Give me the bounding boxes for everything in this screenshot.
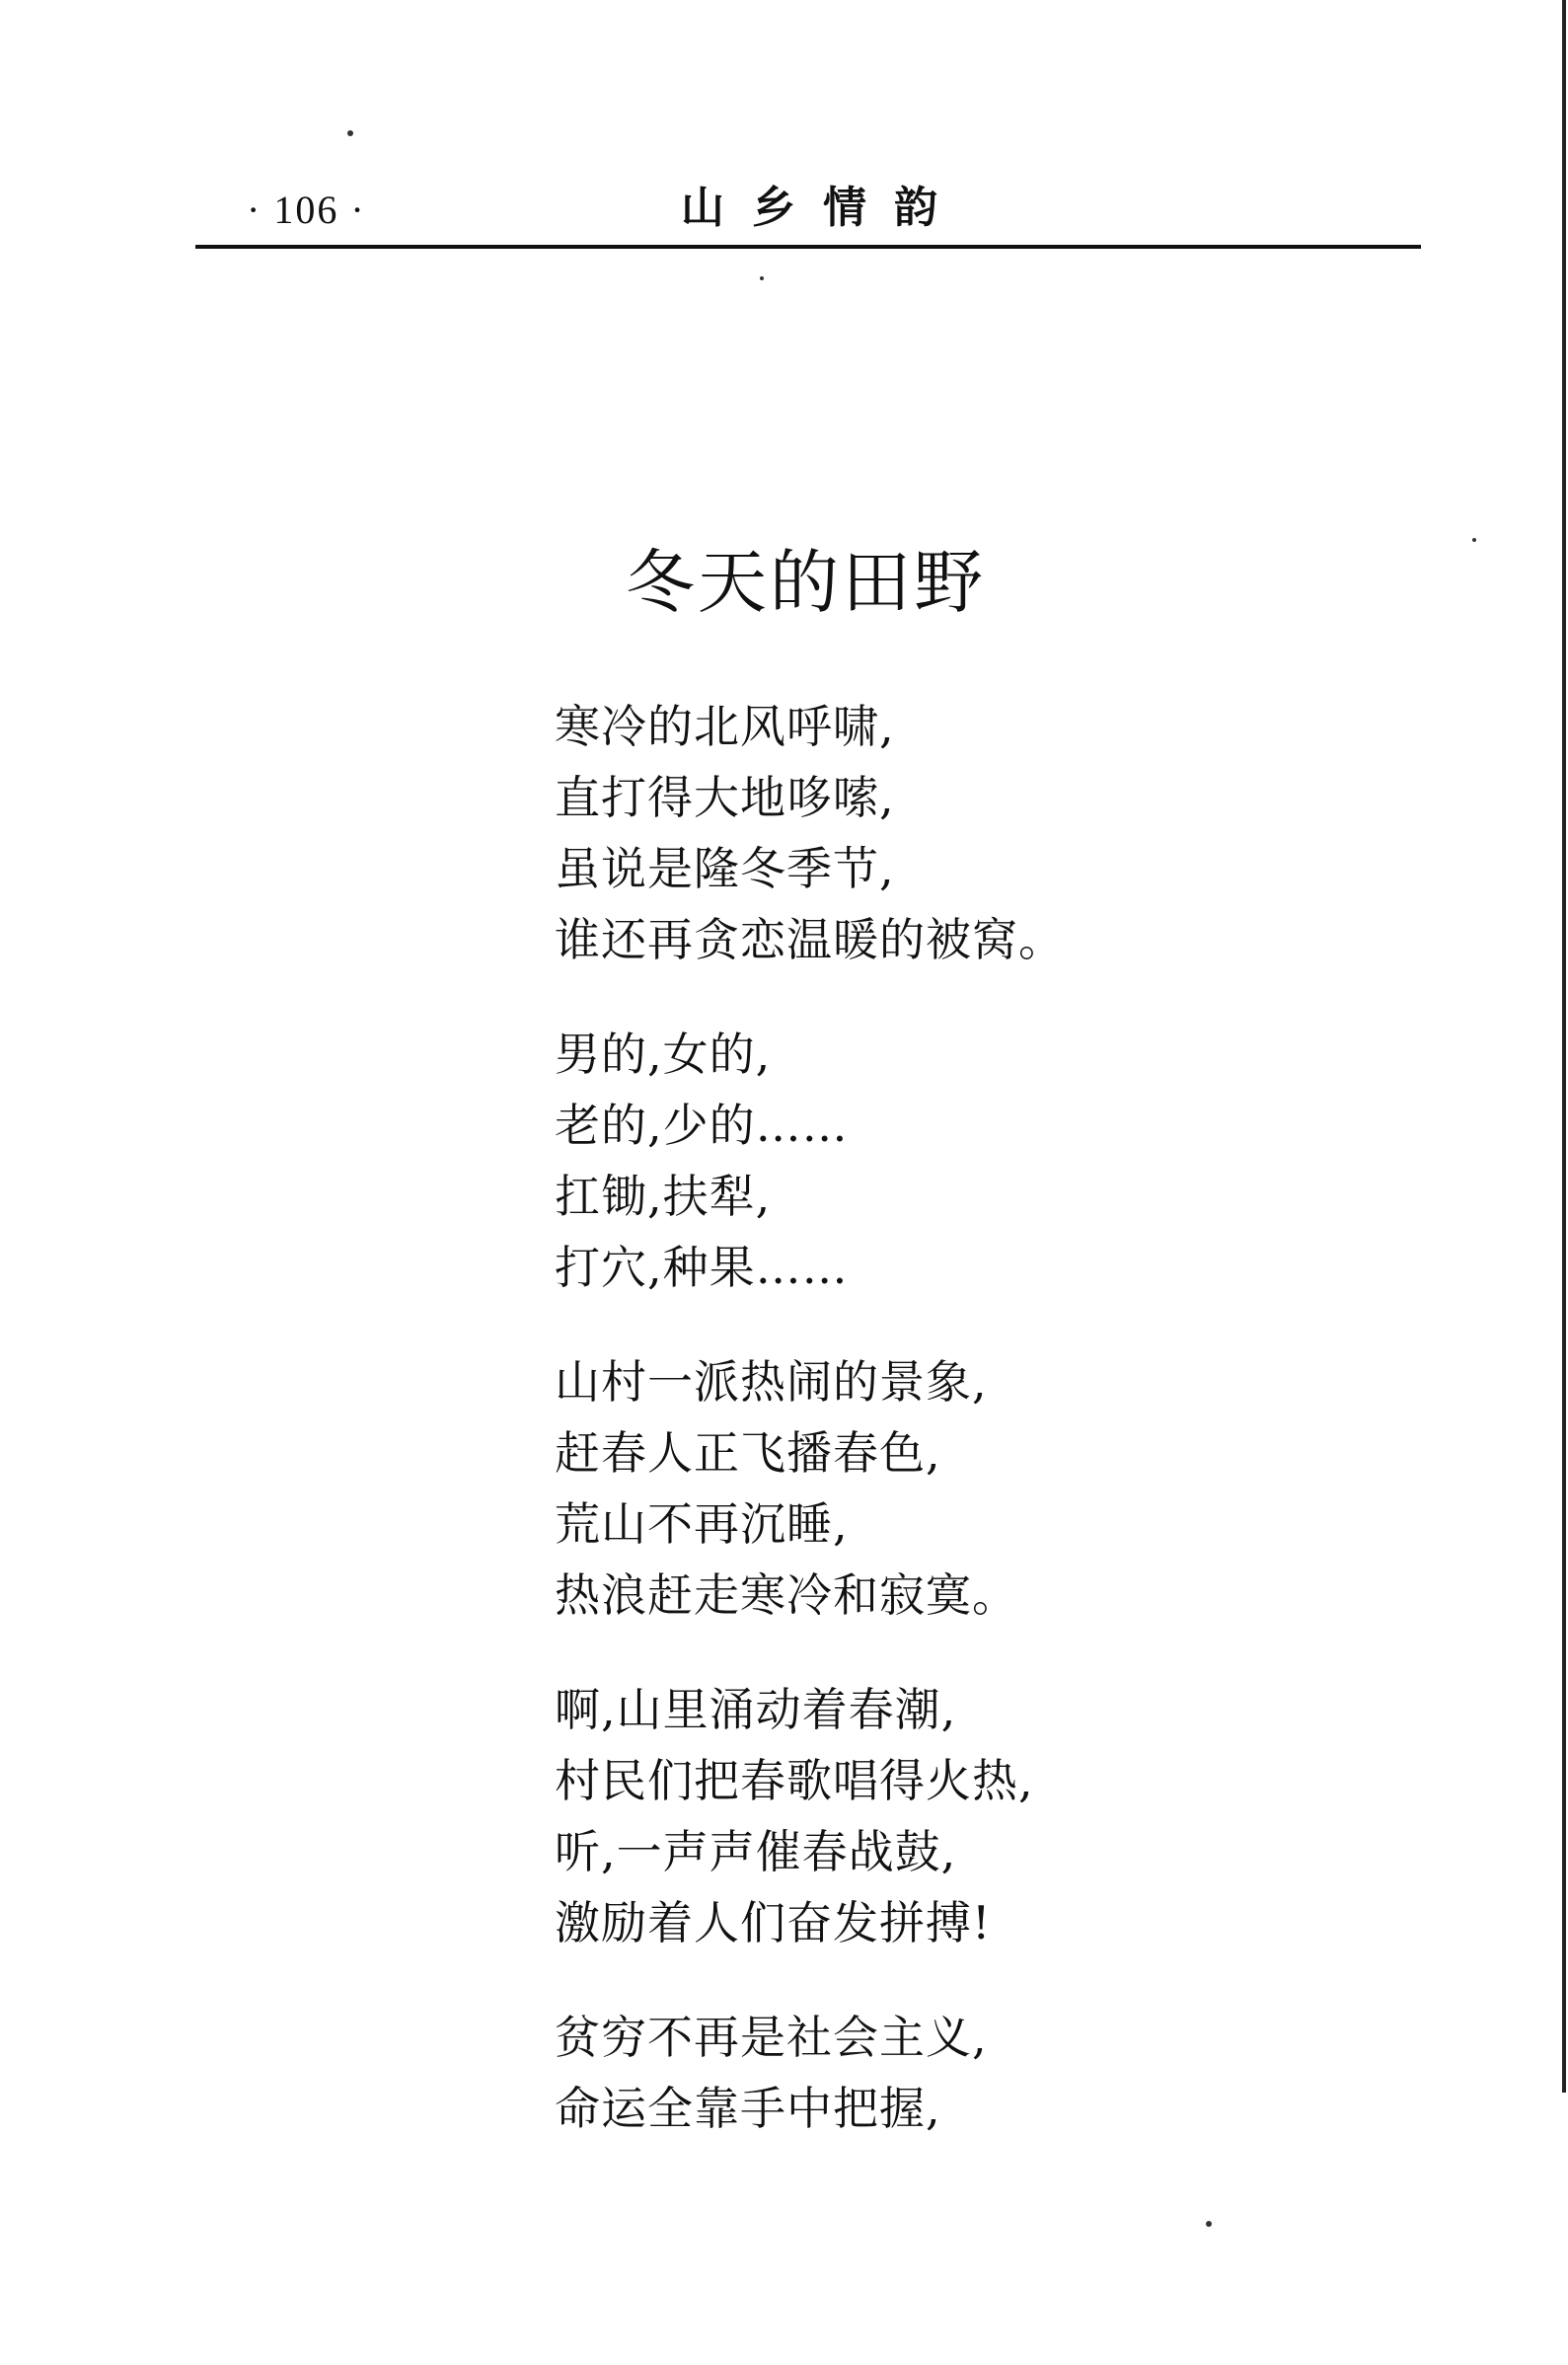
page-number: · 106 · (247, 188, 366, 232)
stanza (555, 1019, 1065, 1303)
stanza (555, 691, 1065, 975)
poem-line: 命运全靠手中把握, (555, 2082, 941, 2135)
poem-line: 山村一派热闹的景象, (555, 1355, 988, 1409)
poem-body (555, 691, 1065, 2187)
page-edge-shadow (1562, 0, 1566, 2093)
stanza (555, 1674, 1065, 1958)
poem-line: 赶春人正飞播春色, (555, 1426, 941, 1480)
poem-line: 直打得大地哆嗦, (555, 771, 895, 824)
poem-line: 男的,女的, (555, 1028, 772, 1081)
header-divider (195, 245, 1421, 249)
poem-line: 虽说是隆冬季节, (555, 842, 895, 895)
poem-line: 激励着人们奋发拼搏! (555, 1896, 992, 1949)
poem-line: 谁还再贪恋温暖的被窝。 (555, 913, 1065, 966)
poem-line: 打穴,种果…… (555, 1241, 849, 1294)
running-header-title: 山乡情韵 (681, 183, 965, 233)
poem-line: 村民们把春歌唱得火热, (555, 1754, 1034, 1807)
scan-speck (760, 276, 764, 280)
poem-line: 啊,山里涌动着春潮, (555, 1683, 957, 1736)
poem-title: 冬天的田野 (626, 542, 986, 623)
poem-line: 荒山不再沉睡, (555, 1497, 849, 1551)
poem-line: 热浪赶走寒冷和寂寞。 (555, 1568, 1018, 1622)
scan-speck (1472, 538, 1476, 542)
poem-line: 听,一声声催春战鼓, (555, 1825, 957, 1878)
poem-line: 扛锄,扶犁, (555, 1170, 772, 1223)
poem-line: 老的,少的…… (555, 1099, 849, 1152)
poem-line: 贫穷不再是社会主义, (555, 2011, 988, 2064)
stanza (555, 1346, 1065, 1631)
stanza (555, 2002, 1065, 2144)
poem-line: 寒冷的北风呼啸, (555, 700, 895, 753)
scan-speck (347, 130, 353, 136)
scan-speck (1206, 2221, 1212, 2227)
